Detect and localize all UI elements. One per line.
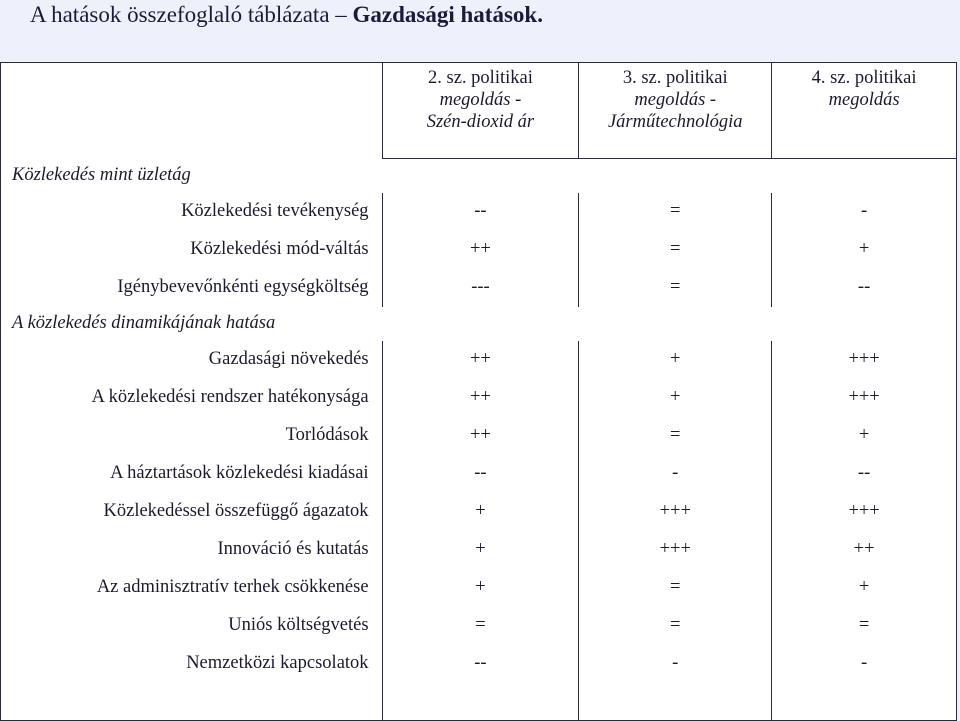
section-label: A közlekedés dinamikájának hatása bbox=[1, 307, 957, 341]
value-cell: + bbox=[579, 341, 772, 379]
value-cell: = bbox=[579, 193, 772, 231]
value-cell: - bbox=[579, 645, 772, 683]
value-cell: + bbox=[579, 379, 772, 417]
column-header-line: Szén-dioxid ár bbox=[426, 112, 535, 132]
value-cell: + bbox=[382, 493, 579, 531]
table-row bbox=[1, 455, 957, 493]
value-cell: = bbox=[579, 269, 772, 307]
column-header-line: 2. sz. politikai bbox=[428, 68, 533, 88]
row-label: Közlekedéssel összefüggő ágazatok bbox=[1, 493, 383, 531]
table-row bbox=[1, 569, 957, 607]
column-header-line: 4. sz. politikai bbox=[811, 68, 917, 88]
value-cell bbox=[772, 683, 957, 721]
row-label: A közlekedési rendszer hatékonysága bbox=[1, 379, 383, 417]
value-cell: + bbox=[382, 531, 579, 569]
table-row bbox=[1, 417, 957, 455]
row-label bbox=[1, 683, 383, 721]
header-corner-cell bbox=[1, 63, 383, 159]
value-cell bbox=[382, 683, 579, 721]
table-row bbox=[1, 531, 957, 569]
row-label: Közlekedési tevékenység bbox=[1, 193, 383, 231]
value-cell: - bbox=[772, 193, 957, 231]
row-label: Gazdasági növekedés bbox=[1, 341, 383, 379]
section-label: Közlekedés mint üzletág bbox=[1, 159, 957, 193]
table-row bbox=[1, 683, 957, 721]
row-label: Uniós költségvetés bbox=[1, 607, 383, 645]
value-cell: - bbox=[772, 645, 957, 683]
value-cell: +++ bbox=[579, 531, 772, 569]
column-header-line: megoldás bbox=[828, 90, 900, 110]
table-row bbox=[1, 379, 957, 417]
table-row bbox=[1, 645, 957, 683]
table-row bbox=[1, 607, 957, 645]
value-cell: -- bbox=[772, 269, 957, 307]
value-cell: +++ bbox=[579, 493, 772, 531]
table-row bbox=[1, 493, 957, 531]
section-row bbox=[1, 307, 957, 341]
row-label: Torlódások bbox=[1, 417, 383, 455]
column-header-policy-3 bbox=[579, 63, 772, 159]
row-label: A háztartások közlekedési kiadásai bbox=[1, 455, 383, 493]
page-title bbox=[30, 2, 543, 28]
value-cell: ++ bbox=[382, 379, 579, 417]
value-cell: - bbox=[579, 455, 772, 493]
section-row bbox=[1, 159, 957, 193]
column-header-line: 3. sz. politikai bbox=[622, 68, 728, 88]
value-cell: ++ bbox=[382, 417, 579, 455]
column-header-policy-4 bbox=[772, 63, 957, 159]
value-cell: + bbox=[772, 231, 957, 269]
impact-summary-table bbox=[0, 62, 957, 721]
value-cell bbox=[579, 683, 772, 721]
value-cell: -- bbox=[382, 645, 579, 683]
value-cell: = bbox=[579, 231, 772, 269]
table-row bbox=[1, 341, 957, 379]
value-cell: = bbox=[579, 569, 772, 607]
table-row bbox=[1, 231, 957, 269]
table-row bbox=[1, 193, 957, 231]
value-cell: +++ bbox=[772, 341, 957, 379]
value-cell: -- bbox=[382, 455, 579, 493]
value-cell: -- bbox=[382, 193, 579, 231]
value-cell: = bbox=[772, 607, 957, 645]
value-cell: + bbox=[772, 417, 957, 455]
table-header-row bbox=[1, 63, 957, 159]
row-label: Közlekedési mód-váltás bbox=[1, 231, 383, 269]
value-cell: --- bbox=[382, 269, 579, 307]
value-cell: ++ bbox=[382, 341, 579, 379]
column-header-line: megoldás - bbox=[439, 90, 522, 110]
value-cell: = bbox=[579, 607, 772, 645]
row-label: Nemzetközi kapcsolatok bbox=[1, 645, 383, 683]
table-row bbox=[1, 269, 957, 307]
value-cell: + bbox=[382, 569, 579, 607]
value-cell: ++ bbox=[772, 531, 957, 569]
value-cell: + bbox=[772, 569, 957, 607]
value-cell: -- bbox=[772, 455, 957, 493]
column-header-line: Járműtechnológia bbox=[607, 112, 743, 132]
page-title-prefix: A hatások összefoglaló táblázata – bbox=[30, 2, 353, 27]
column-header-policy-2 bbox=[382, 63, 579, 159]
row-label: Igénybevevőnkénti egységköltség bbox=[1, 269, 383, 307]
page-title-bold: Gazdasági hatások. bbox=[352, 2, 543, 27]
value-cell: +++ bbox=[772, 493, 957, 531]
value-cell: ++ bbox=[382, 231, 579, 269]
row-label: Innováció és kutatás bbox=[1, 531, 383, 569]
row-label: Az adminisztratív terhek csökkenése bbox=[1, 569, 383, 607]
value-cell: +++ bbox=[772, 379, 957, 417]
value-cell: = bbox=[579, 417, 772, 455]
column-header-line: megoldás - bbox=[634, 90, 717, 110]
value-cell: = bbox=[382, 607, 579, 645]
